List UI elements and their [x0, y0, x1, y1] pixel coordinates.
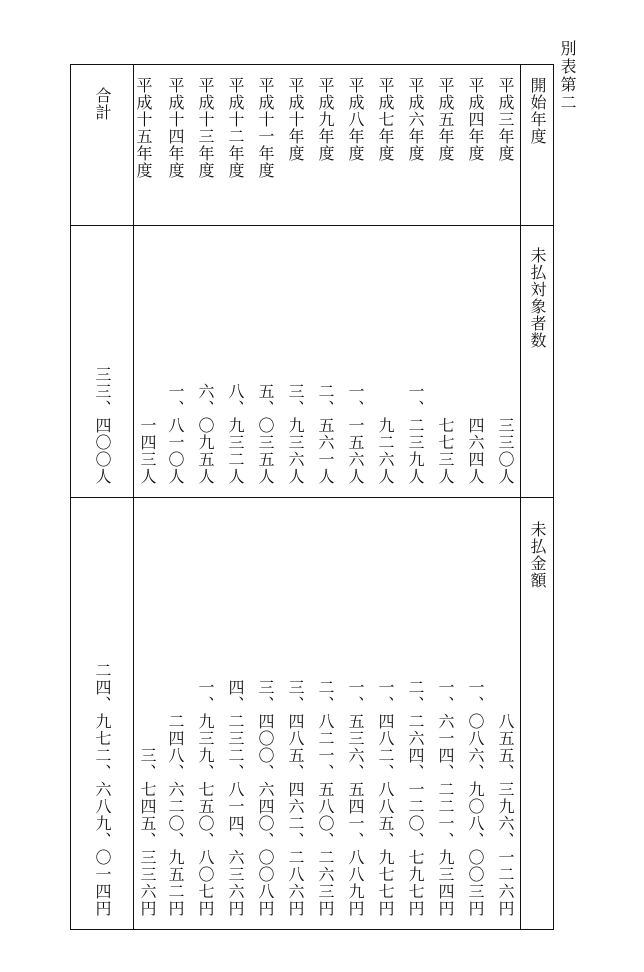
row-amount: 一、五三六、五四一、八八九円 [346, 679, 365, 917]
row-year: 平成七年度 [376, 77, 395, 162]
table-row [250, 65, 280, 929]
row-amount: 八五五、三九六、一二六円 [496, 713, 515, 917]
row-count: 六、〇九五人 [196, 383, 215, 485]
row-year: 平成十一年度 [256, 77, 275, 179]
row-count: 四六四人 [466, 417, 485, 485]
total-count: 三三、四〇〇人 [93, 366, 112, 485]
row-amount: 三、七四五、三三六円 [138, 747, 157, 917]
row-amount: 一、〇八六、九〇八、〇〇三円 [466, 679, 485, 917]
row-year: 平成十四年度 [166, 77, 185, 179]
row-amount: 一、四八二、八八五、九七七円 [376, 679, 395, 917]
row-year: 平成十年度 [286, 77, 305, 162]
header-start-year: 開始年度 [528, 77, 547, 145]
row-amount: 二、二六四、一二〇、七九七円 [406, 679, 425, 917]
header-unpaid-count: 未払対象者数 [528, 247, 547, 349]
appendix-table [70, 64, 554, 930]
row-count: 一、二三九人 [406, 383, 425, 485]
table-row [430, 65, 460, 929]
row-year: 平成十二年度 [226, 77, 245, 179]
row-year: 平成十五年度 [134, 77, 153, 179]
row-count: 二、五六一人 [316, 383, 335, 485]
table-row [490, 65, 520, 929]
row-year: 平成十三年度 [196, 77, 215, 179]
header-row-divider [520, 65, 521, 929]
row-year: 平成六年度 [406, 77, 425, 162]
row-count: 九二六人 [376, 417, 395, 485]
total-label: 合計 [93, 87, 112, 121]
row-year: 平成九年度 [316, 77, 335, 162]
row-count: 五、〇三五人 [256, 383, 275, 485]
row-amount: 四、二三二、八一四、六三六円 [226, 679, 245, 917]
row-count: 三、九三六人 [286, 383, 305, 485]
total-row [75, 65, 131, 929]
table-title: 別表第二 [558, 40, 577, 112]
table-row [310, 65, 340, 929]
header-column [522, 65, 552, 929]
row-year: 平成四年度 [466, 77, 485, 162]
row-year: 平成五年度 [436, 77, 455, 162]
table-row [130, 65, 160, 929]
table-row [160, 65, 190, 929]
row-count: 一、八一〇人 [166, 383, 185, 485]
row-amount: 二、八二一、五八〇、二六三円 [316, 679, 335, 917]
table-row [220, 65, 250, 929]
row-year: 平成三年度 [496, 77, 515, 162]
table-row [460, 65, 490, 929]
row-amount: 二四八、六二〇、九五二円 [166, 713, 185, 917]
table-row [190, 65, 220, 929]
header-unpaid-amount: 未払金額 [528, 521, 547, 589]
row-amount: 一、九三九、七五〇、八〇七円 [196, 679, 215, 917]
table-row [400, 65, 430, 929]
total-amount: 二四、九七二、六八九、〇一四円 [93, 662, 112, 917]
row-amount: 一、六一四、二二一、九三四円 [436, 679, 455, 917]
row-count: 八、九三二人 [226, 383, 245, 485]
row-year: 平成八年度 [346, 77, 365, 162]
table-row [340, 65, 370, 929]
table-row [280, 65, 310, 929]
row-count: 三三〇人 [496, 417, 515, 485]
row-amount: 三、四八五、四六二、二八六円 [286, 679, 305, 917]
table-row [370, 65, 400, 929]
row-count: 一四三人 [138, 417, 157, 485]
row-count: 一、一五六人 [346, 383, 365, 485]
row-count: 七七三人 [436, 417, 455, 485]
row-amount: 三、四〇〇、六四〇、〇〇八円 [256, 679, 275, 917]
